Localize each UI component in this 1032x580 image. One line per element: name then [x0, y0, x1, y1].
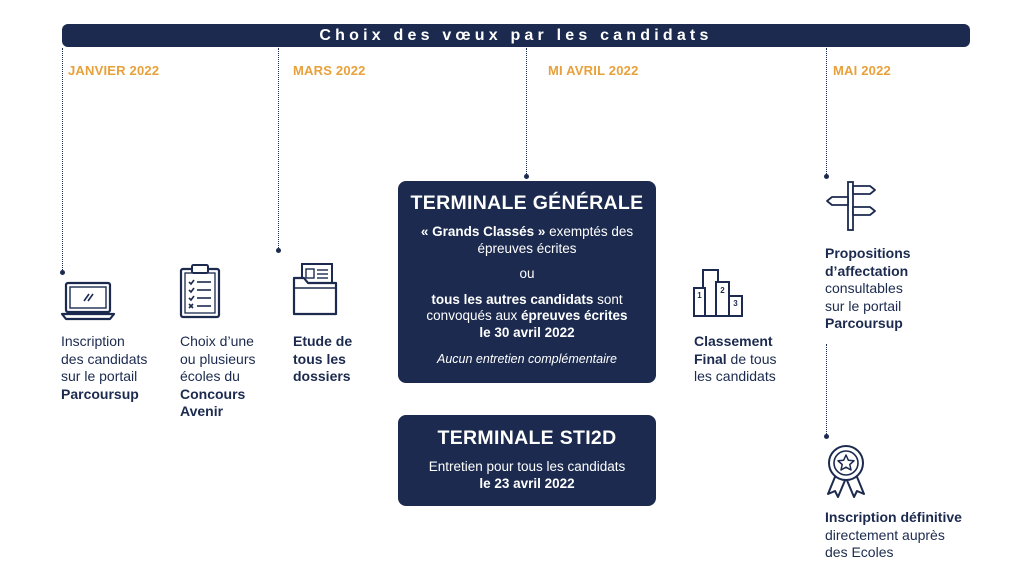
laptop-icon [60, 280, 116, 322]
text-rest: exemptés des [545, 224, 634, 239]
text-line: écoles du [180, 368, 240, 384]
text-line: directement auprès [825, 526, 945, 543]
svg-text:1: 1 [697, 291, 702, 300]
svg-text:2: 2 [720, 286, 725, 295]
card-title: TERMINALE GÉNÉRALE [410, 192, 644, 214]
text-line: d’affectation [825, 262, 909, 279]
text-line: des candidats [61, 350, 148, 367]
card-line [398, 224, 656, 241]
step-etude [293, 333, 352, 386]
connector-mai-lower [826, 344, 827, 436]
card-terminale-sti2d [398, 415, 656, 506]
card-or: ou [519, 266, 535, 281]
text-line: Inscription [61, 333, 125, 349]
text-line: des Ecoles [825, 544, 894, 560]
card-line: le 23 avril 2022 [479, 475, 575, 491]
svg-text:3: 3 [733, 299, 738, 308]
text-line: sur le portail [825, 297, 902, 314]
card-line [398, 292, 656, 309]
text-line: Parcoursup [61, 385, 139, 402]
card-line: le 30 avril 2022 [479, 324, 575, 340]
text-line: Choix d’une [180, 333, 254, 349]
folder-documents-icon [292, 262, 340, 318]
step-inscription [61, 333, 147, 403]
text-line: Concours [180, 385, 246, 402]
clipboard-checklist-icon [178, 264, 222, 320]
text-line: Propositions [825, 245, 911, 261]
date-mai: MAI 2022 [833, 63, 891, 78]
connector-janvier [62, 48, 63, 272]
text-bold: épreuves écrites [521, 308, 628, 323]
text-line: sur le portail [61, 368, 138, 384]
text-rest: sont [593, 291, 623, 307]
text-line: Inscription définitive [825, 509, 962, 525]
text-bold: tous les autres candidats [431, 291, 594, 307]
connector-dot [824, 434, 829, 439]
card-line: Entretien pour tous les candidats [428, 459, 626, 474]
text-line: ou plusieurs [180, 350, 256, 367]
text-line: Classement [694, 333, 773, 349]
text-line: tous les [293, 350, 346, 367]
award-medal-icon [824, 444, 868, 498]
text-line: dossiers [293, 368, 351, 384]
date-mi-avril: MI AVRIL 2022 [548, 63, 639, 78]
text-bold: « Grands Classés » [420, 224, 546, 239]
connector-mi-avril [526, 48, 527, 176]
connector-dot [824, 174, 829, 179]
step-classement [694, 333, 777, 386]
connector-mars [278, 48, 279, 250]
step-choix [180, 333, 256, 421]
text-line: Parcoursup [825, 315, 903, 331]
text-rest: convoqués aux [426, 308, 521, 323]
date-janvier: JANVIER 2022 [68, 63, 160, 78]
date-mars: MARS 2022 [293, 63, 366, 78]
connector-dot [276, 248, 281, 253]
step-inscription-definitive [825, 509, 962, 562]
connector-dot [60, 270, 65, 275]
card-title: TERMINALE STI2D [437, 427, 617, 449]
text-rest: de tous [726, 350, 777, 367]
text-line: Etude de [293, 333, 353, 349]
text-line: Avenir [180, 403, 224, 419]
text-line: les candidats [694, 368, 776, 384]
signpost-icon [824, 180, 878, 232]
card-line [398, 308, 656, 325]
timeline-banner: Choix des vœux par les candidats [62, 24, 970, 47]
connector-dot [524, 174, 529, 179]
step-propositions [825, 245, 911, 333]
card-terminale-generale [398, 181, 656, 383]
podium-icon [692, 268, 746, 320]
text-line [694, 351, 777, 369]
card-line: épreuves écrites [477, 240, 577, 256]
card-note: Aucun entretien complémentaire [437, 352, 617, 366]
text-bold: Final [694, 350, 727, 367]
connector-mai [826, 48, 827, 176]
text-line: consultables [825, 280, 903, 296]
